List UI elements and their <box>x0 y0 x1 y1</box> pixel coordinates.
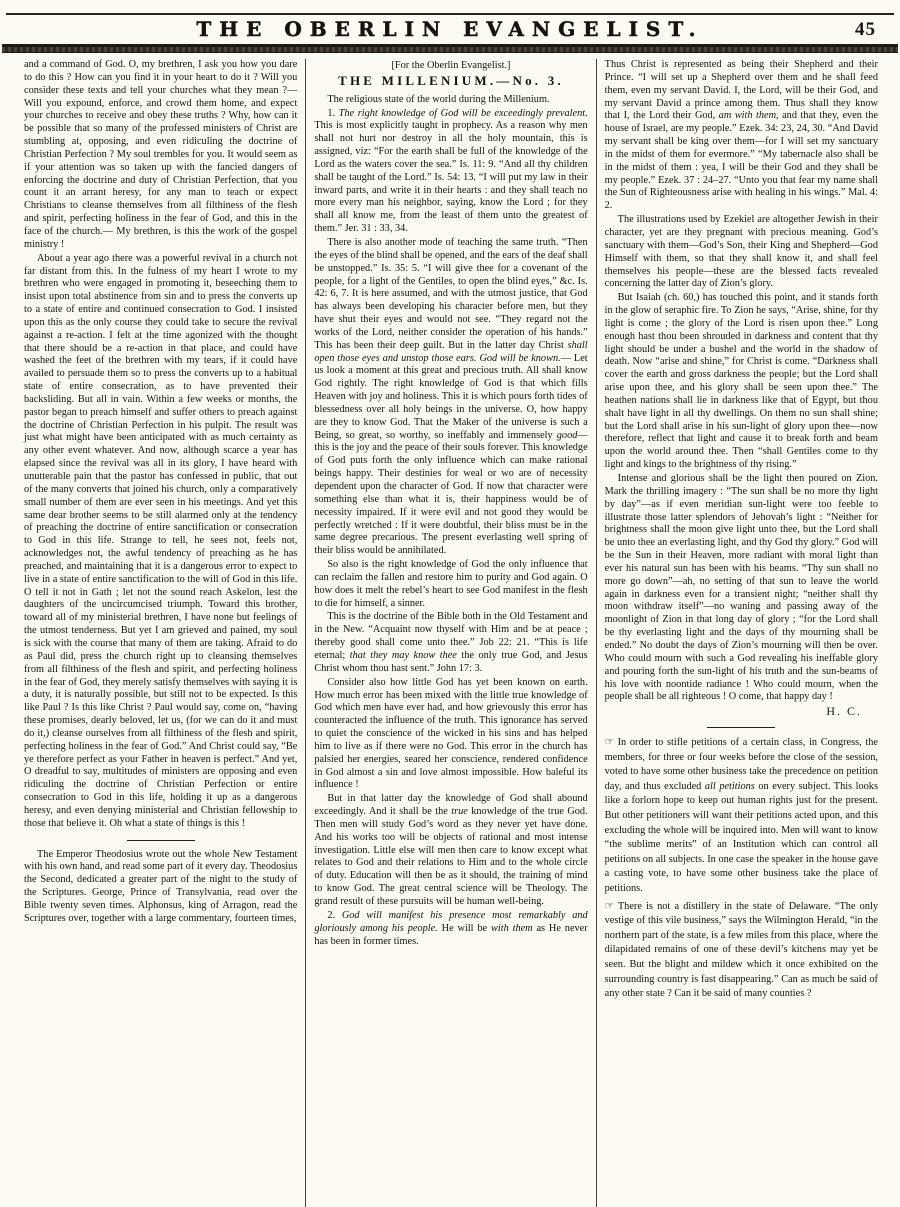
masthead <box>0 13 900 53</box>
paragraph: But Isaiah (ch. 60,) has touched this point, and it stands forth in the glow of seraphic fire. To Zion he says, “Arise, shine, for thy light is come ; the glory of the Lord is risen upon thee.” Long enough hast thou been shrouded in darkness and content that thy light should be under a bushel and the world in the shadow of death. Now “arise and shine,” for Christ is come. “Darkness shall cover the earth and gross darkness the people; but the Lord shall arise upon thee, and his glory shall be seen upon thee.” The heathen nations shall lie in darkness like that of Egypt, but thou shalt have light in all thy dwellings. On them no sun shall shine; but the Lord shall arise in his sun-light of glory upon thee—now therefore, reflect that light and cause it to break forth and beam upon the world around thee. Then “shall Gentiles come to thy light and kings to the brightness of thy rising.” <box>604 292 878 471</box>
section-divider <box>127 840 195 841</box>
paragraph: 1. The right knowledge of God will be exceedingly prevalent. This is most explicitly taught in prophecy. As a reason why men shall not hurt nor destroy in all the holy mountain, this is assigned, viz: “For the earth shall be full of the knowledge of the Lord as the waters cover the sea.” Is. 11: 9. “And all thy children shall be taught of the Lord.” Is. 54: 13. “I will put my law in their inward parts, and write it in their hearts : and they shall teach no more every man his neighbor, saying, know the Lord ; for they shall all know me, from the least of them unto the greatest of them.” Jer. 31 : 33, 34. <box>314 107 588 235</box>
masthead-top-rule <box>6 13 894 15</box>
editorial-notes <box>605 736 878 1002</box>
column-1 <box>16 57 305 1207</box>
paragraph: The Emperor Theodosius wrote out the whole New Testament with his own hand, and read some part of it every day. Theodosius the Second, dedicated a greater part of the night to the study of the Scriptures. George, Prince of Transylvania, read over the Bible twenty seven times. Alphonsus, king of Arragon, read the Scriptures over, together with a large commentary, fourteen times, <box>24 848 298 924</box>
column-2 <box>306 57 595 1207</box>
article-millenium-continued <box>605 59 878 704</box>
author-signature: H. C. <box>826 704 862 719</box>
paragraph: 2. God will manifest his presence most remarkably and gloriously among his people. He will be with them as He never has been in former times. <box>314 909 588 947</box>
paragraph: The illustrations used by Ezekiel are altogether Jewish in their character, yet are they pregnant with precious meaning. God’s sanctuary with them—God’s Son, their King and Shepherd—God Himself with them, so that they shall know it, and shall feel themselves his people—these are the blessed facts revealed concerning the latter day of Zion’s glory. <box>604 214 878 290</box>
article-millenium-body <box>314 94 587 949</box>
paragraph: ☞ In order to stifle petitions of a certain class, in Congress, the members, for three or four weeks before the close of the session, voted to have some other business take the precedence on petition day, and thus excluded all petitions on every subject. This looks like a forlorn hope to keep out human rights just for the present. But other petitioners will want their petitions acted upon, and this excluding the whole will be inquired into. Men will want to know “the sublime merits” of an Institution which can control all petitions on all subjects. In one case the speaker in the house gave a casting vote, to have some other business take the place of petitions. <box>604 737 878 894</box>
paragraph: This is the doctrine of the Bible both in the Old Testament and in the New. “Acquaint now thyself with Him and be at peace ; thereby good shall come unto thee.” Job 22: 21. “This is life eternal; that they may know thee the only true God, and Jesus Christ whom thou hast sent.” John 17: 3. <box>314 611 588 674</box>
paragraph: and a command of God. O, my brethren, I ask you how you dare to do this ? How can you find it in your heart to do it ? Will you consider these texts and tell your churches what they mean ?— Will you expound, enforce, and crowd them home, and expect your churches to receive and obey these truths ? Why, how can it be possible that so many of the professed ministers of Christ are stumbling at, opposing, and even ridiculing the doctrine of Christian Perfection ? My soul trembles for you. It would seem as if your attention was so taken up with the fancied dangers of enforcing the doctrine and duty of Christian Perfection, that you count it an arrant heresy, for any man to teach or expect Christians to cleanse themselves from all filthiness of the flesh and spirit, perfecting holiness in the fear of God, and this in the face of the church.— My brethren, is this the work of the gospel ministry ! <box>24 59 298 250</box>
paragraph: But in that latter day the knowledge of God shall abound exceedingly. And it shall be the true knowledge of the true God. Then men will study God’s word as they never yet have done. And his works too will be objects of rational and most intense investigation. Little else will men then care to know except what relates to God and their relations to Him and to the whole circle of duty. Education will then be as it should, the training of mind to know God. The great central science will be Theology. The grand result of these pursuits will be human well-being. <box>314 793 588 907</box>
section-divider <box>707 727 775 728</box>
paragraph: The religious state of the world during the Millenium. <box>327 93 550 105</box>
page-number: 45 <box>855 19 876 40</box>
note-theodosius <box>24 849 297 926</box>
masthead-bottom-rule <box>2 44 898 53</box>
paragraph: There is also another mode of teaching the same truth. “Then the eyes of the blind shall be opened, and the ears of the deaf shall be unstopped.” Is. 35: 5. “I will give thee for a covenant of the people, for a light of the Gentiles, to open the blind eyes,” &c. Is. 42: 6, 7. It is here assumed, and with the utmost justice, that God has always been developing his character before men, but they have shut their eyes and would not see. “They regard not the works of the Lord, neither consider the operation of his hands.” This has been their deep guilt. But in the latter day Christ shall open those eyes and unstop those ears. God will be known.— Let us look a moment at this great and precious truth. All shall know God rightly. The right knowledge of God is that which fills Heaven with joy and holiness. This it is which pours forth tides of blessedness over all holy beings in the universe. O, how happy are they to know God. That the Maker of the universe is such a Being, so great, so worthy, so ineffably and immensely good—this is the joy and the peace of their souls forever. This knowledge of God puts forth the only influence which can make rational beings happy. Their destinies for weal or wo are of necessity dependent upon the character of God. If now that character were something else than what it is, their happiness would be of necessity impaired. If it were evil and not good they would be perfectly wretched : If it were doubtful, their bliss must be in the same degree precarious. The present everlasting well spring of their bliss would be annihilated. <box>314 236 588 557</box>
paragraph: Intense and glorious shall be the light then poured on Zion. Mark the thrilling imagery : “The sun shall be no more thy light by day”—as if even meridian sun-light were too feeble to illustrate those latter splendors of Jehovah’s light : “Neither for brightness shall the moon give light unto thee, but the Lord shall be unto thee an everlasting light, and thy God thy glory.” God will be the Sun in their Heaven, more radiant with moral light than ever his natural sun has been with his beams. “Thy sun shall no more go down”—ah, no setting of that sun to leave the world again in darkness even for a transient night; “neither shall thy moon withdraw itself”—no waning and passing away of the moonlight of Zion in that long day of glory ; “for the Lord shall be thy everlasting light and the days of thy mourning shall be ended.” No doubt the days of Zion’s mourning will then be over. Who could mourn with such a God revealing his ineffable glory and pouring forth the sun-light of his truth and the sun-beams of his love with noontide radiance ! Who could mourn, when the people shall be all righteous ! O come, that happy day ! <box>604 473 878 703</box>
column-layout <box>0 53 900 1207</box>
paragraph: ☞ There is not a distillery in the state of Delaware. “The only vestige of this vile business,” says the Wilmington Herald, “in the northern part of the state, is a few miles from this place, where the dilapidated remains of one of these devil’s kitchens may yet be seen. But the blight and mildew which it once exhibited on the surrounding country is fast disappearing.” Can as much be said of any other state ? Can it be said of many counties ? <box>604 900 878 1000</box>
paragraph: Thus Christ is represented as being their Shepherd and their Prince. “I will set up a Shepherd over them and he shall feed them, even my servant David. I, the Lord, will be their God, and my servant David a prince among them. Thus shall they know that I, the Lord their God, am with them, and that they, even the house of Israel, are my people.” Ezek. 34: 23, 24, 30. “And David my servant shall be king over them—for I will set my sanctuary in the midst of them for evermore.” “My tabernacle also shall be in the midst of them : yea, I will be their God and they shall be my people.” Ezek. 37 : 24–27. “Unto you that fear my name shall the Sun of Righteousness arise with healing in his wings.” Mal. 4: 2. <box>604 59 878 212</box>
article-title: THE MILLENIUM.—No. 3. <box>338 72 564 88</box>
paragraph: So also is the right knowledge of God the only influence that can reclaim the fallen and restore him to purity and God again. O how does it melt the rebel’s heart to see God manifest in the flesh to die for himself, a sinner. <box>314 559 588 609</box>
masthead-title: THE OBERLIN EVANGELIST. <box>196 17 704 41</box>
article-attribution: [For the Oberlin Evangelist.] <box>391 60 511 71</box>
article-christian-perfection <box>24 59 297 831</box>
paragraph: About a year ago there was a powerful revival in a church not far distant from this. In the fulness of my heart I wrote to my brethren who were engaged in promoting it, beseeching them to insist upon total abstinence from sin and to press the converts up to a state of entire and continued consecration to God. I insisted upon this as the only course they could take to secure the revival against a re-action. I felt at the time agonized with the thought that there should be a re-action in that place, and could have washed the feet of the brethren with my tears, if it could have availed to persuade them so to press the converts up to a habitual state of entire consecration, as to have prevented their backsliding. But all in vain. Within a few weeks or months, the pastor began to preach himself and suffer others to preach against the doctrine of Christian Perfection in his pulpit. The result was just what might have been anticipated with as much certainty as any other event whatever. And now, although scarce a year has elapsed since the revival was all in its glory, I have heard with unutterable pain that the pastor has confessed in public, that out of the many converts that joined his church, only a comparatively small number of them are ever seen in his meetings. And yet this same dear brother seems to be still alarmed only at the tendency of preaching the doctrine of entire sanctification or consecration to God in this life. Strange to tell, he sees not, feels not, acknowledges not, the awful tendency of preaching as he has preached, and maintaining that it is a dangerous error to expect to live in a state of entire sanctification to the will of God in this life. O tell it not in Gath ; let not the sound reach Askelon, lest the daughters of the uncircumcised triumph. Toward this brother, toward all of my ministerial brethren, I have none but feelings of the utmost tenderness. But yet I am grieved and pained, my soul is sick with the course that many of them are taking. Afraid to do as Paul did, press the church right up to cleansing themselves from all filthiness of the flesh and spirit, and perfecting holiness in the fear of God, they merely satisfy themselves with saying it is a duty, it is naturally possible, but still not to be expected. Is this like Paul ? Is this like Christ ? Paul would say, come on, “having these promises, dearly beloved, let us, (for we can do it and must do it,) cleanse ourselves from all filthiness of the flesh and spirit, perfecting holiness in the fear of God.” And Christ could say, “Be ye therefore perfect as your Father in heaven is perfect.” And yet, O dreadful to say, multitudes of ministers are opposing and even ridiculing the doctrine of Christian Perfection or entire consecration to God in this life, holding it up as a dangerous heresy, and even denying ministerial and Christian fellowship to those that believe it. Oh what a state of things is this ! <box>24 252 298 829</box>
column-3 <box>597 57 886 1207</box>
paragraph: Consider also how little God has yet been known on earth. How much error has been mixed with the little true knowledge of God which men have ever had, and how grievously this error has counteracted the influence of the truth. This ignorance has served to quiet the conscience of the wicked in his sins and has helped him to live as if there were no God. This error in the church has palsied her energies, seared her conscience, rendered confidence in God almost a sin and love almost impossible. How baleful its influence ! <box>314 676 588 791</box>
